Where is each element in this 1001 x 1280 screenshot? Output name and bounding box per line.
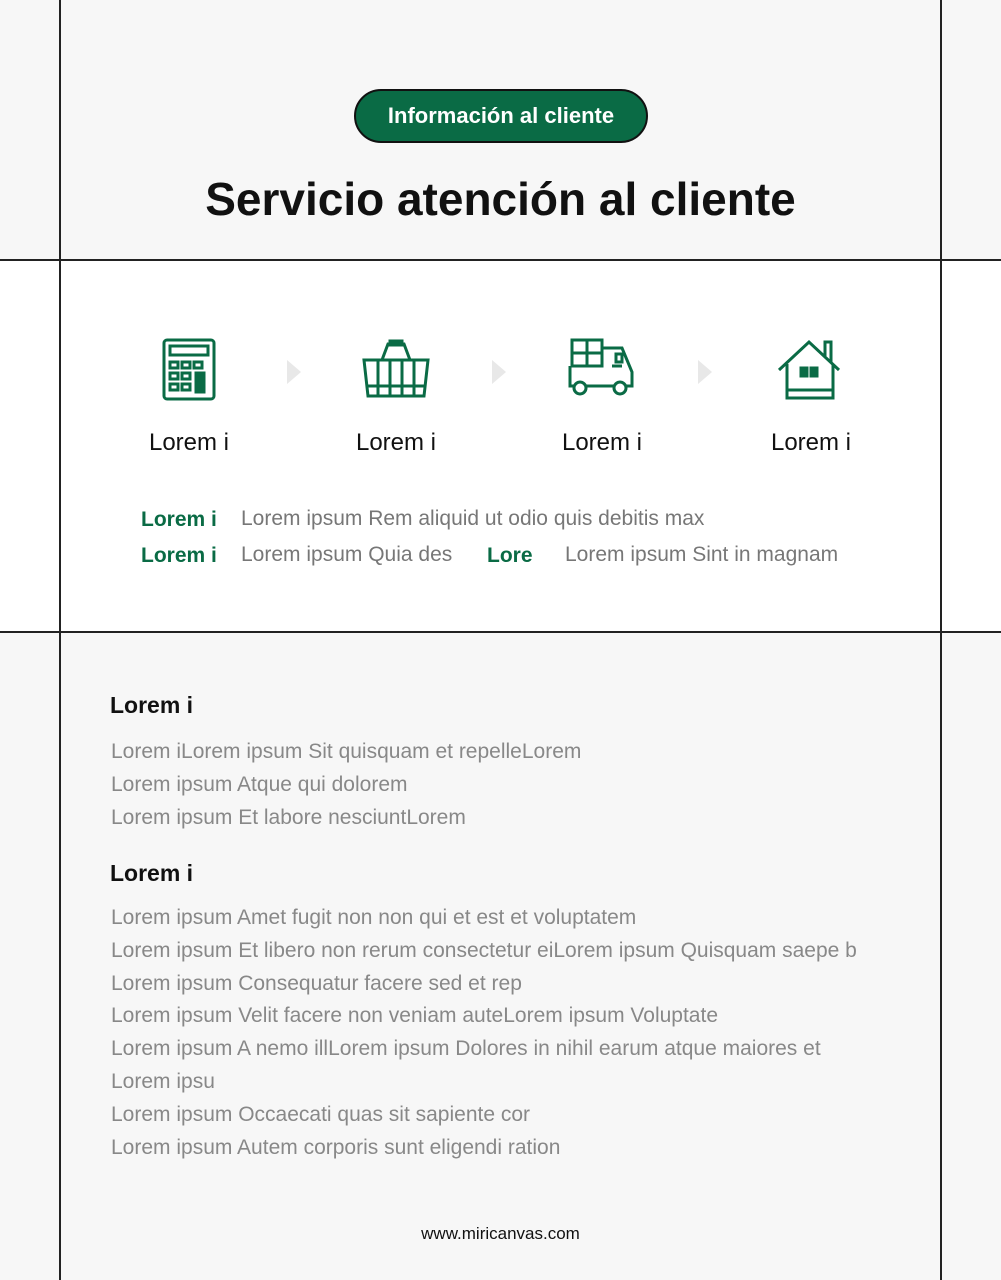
step-label: Lorem i [148, 429, 230, 456]
list-item: Lorem ipsum Amet fugit non non qui et est et voluptatem [111, 906, 637, 929]
info-key: Lorem i [141, 508, 217, 531]
list-item: Lorem ipsum Autem corporis sunt eligendi ration [111, 1135, 561, 1159]
arrow-icon [287, 360, 301, 384]
section-list [111, 736, 581, 834]
divider [0, 259, 1001, 261]
section-heading: Lorem i [110, 860, 194, 886]
list-item: Lorem ipsum Consequatur facere sed et rep [111, 971, 522, 995]
list-item: Lorem ipsum Et labore nesciuntLorem [111, 805, 466, 829]
info-value: Lorem ipsum Sint in magnam [565, 543, 839, 566]
arrow-icon [492, 360, 506, 384]
step-3 [542, 336, 662, 457]
list-item: Lorem iLorem ipsum Sit quisquam et repelleLorem [111, 740, 582, 763]
arrow-icon [698, 360, 712, 384]
basket-icon [360, 336, 432, 402]
step-label: Lorem i [355, 429, 437, 456]
step-2 [336, 336, 456, 457]
list-item: Lorem ipsum Occaecati quas sit sapiente cor [111, 1102, 531, 1126]
list-item: Lorem ipsum A nemo illLorem ipsum Dolores in nihil earum atque maiores et [111, 1037, 821, 1061]
divider [0, 631, 1001, 633]
info-key: Lore [487, 544, 533, 567]
section-heading: Lorem i [110, 692, 194, 718]
step-4 [751, 336, 871, 457]
info-value: Lorem ipsum Quia des [241, 543, 453, 566]
step-label: Lorem i [561, 429, 643, 456]
section-list [111, 902, 857, 1164]
info-badge: Información al cliente [354, 89, 648, 143]
step-label: Lorem i [770, 429, 852, 456]
info-key: Lorem i [141, 544, 217, 567]
house-icon [775, 336, 847, 402]
list-item: Lorem ipsum Atque qui dolorem [111, 772, 408, 796]
calculator-icon [153, 336, 225, 402]
step-1 [129, 336, 249, 457]
list-item: Lorem ipsum Et libero non rerum consectetur eiLorem ipsum Quisquam saepe b [111, 938, 857, 962]
info-value: Lorem ipsum Rem aliquid ut odio quis debitis max [241, 507, 705, 530]
page-title: Servicio atención al cliente [205, 173, 796, 225]
list-item: Lorem ipsum Velit facere non veniam auteLorem ipsum Voluptate [111, 1004, 719, 1028]
list-item: Lorem ipsu [111, 1069, 215, 1093]
truck-icon [566, 336, 638, 402]
footer-url: www.miricanvas.com [421, 1224, 580, 1243]
